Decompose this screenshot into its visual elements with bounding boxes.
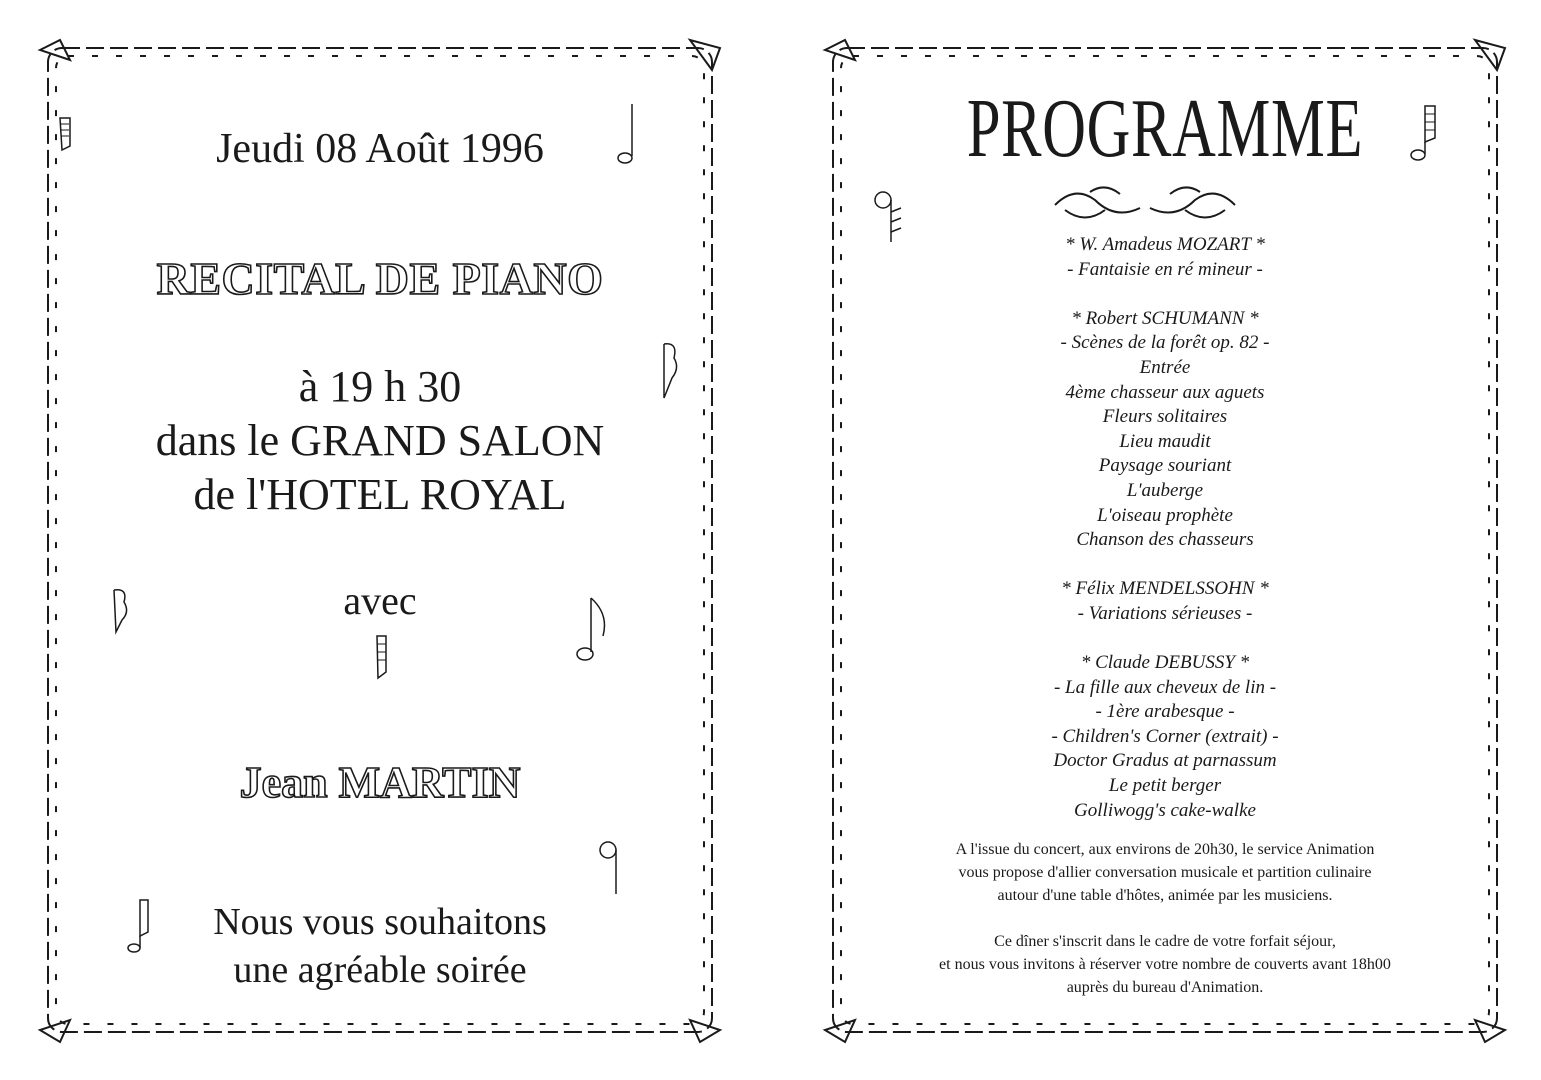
music-note-icon <box>871 188 905 246</box>
notice-line: autour d'une table d'hôtes, animée par les musiciens. <box>997 887 1333 904</box>
music-note-icon <box>374 634 390 680</box>
event-date: Jeudi 08 Août 1996 <box>216 126 544 172</box>
dinner-notice <box>815 838 1515 999</box>
notice-line: Ce dîner s'inscrit dans le cadre de votre forfait séjour, <box>994 933 1336 950</box>
work-title: Doctor Gradus at parnassum <box>1053 750 1277 772</box>
music-note-icon <box>1407 104 1441 162</box>
music-note-icon <box>110 586 132 636</box>
music-note-icon <box>598 838 622 896</box>
work-title: Le petit berger <box>1108 775 1222 797</box>
left-page <box>30 30 730 1050</box>
work-title: 4ème chasseur aux aguets <box>1065 381 1265 403</box>
right-page <box>815 30 1515 1050</box>
music-note-icon <box>614 102 638 166</box>
work-title: L'auberge <box>1126 479 1204 501</box>
closing-wish-line2: une agréable soirée <box>233 949 527 991</box>
event-time-location <box>30 360 730 522</box>
event-time: à 19 h 30 <box>298 362 462 411</box>
composer-name: * W. Amadeus MOZART * <box>1065 234 1265 255</box>
composer-name: * Claude DEBUSSY * <box>1080 652 1250 674</box>
work-title: Lieu maudit <box>1119 430 1211 452</box>
work-title: - Children's Corner (extrait) - <box>1051 725 1279 747</box>
with-label: avec <box>343 578 417 623</box>
program-title: PROGRAMME <box>966 82 1364 175</box>
program-list <box>815 233 1515 823</box>
closing-wish-line1: Nous vous souhaitons <box>213 901 547 943</box>
performer-name: Jean MARTIN <box>239 758 521 807</box>
work-title: - Variations sérieuses - <box>1077 602 1253 624</box>
work-title: - 1ère arabesque - <box>1095 701 1235 723</box>
work-title: - La fille aux cheveux de lin - <box>1053 676 1277 698</box>
composer-name: * Robert SCHUMANN * <box>1071 307 1259 329</box>
notice-line: auprès du bureau d'Animation. <box>1066 979 1264 996</box>
work-title: Paysage souriant <box>1098 455 1232 477</box>
work-title: Fleurs solitaires <box>1102 406 1228 428</box>
flourish-ornament <box>1045 180 1245 230</box>
work-title: - Fantaisie en ré mineur - <box>1067 258 1263 280</box>
notice-line: et nous vous invitons à réserver votre nombre de couverts avant 18h00 <box>939 956 1391 973</box>
music-note-icon <box>658 338 682 400</box>
music-note-icon <box>56 116 76 152</box>
work-title: L'oiseau prophète <box>1097 504 1233 526</box>
work-title: Golliwogg's cake-walke <box>1074 799 1256 821</box>
work-title: Chanson des chasseurs <box>1076 529 1254 551</box>
music-note-icon <box>126 898 152 954</box>
notice-line: A l'issue du concert, aux environs de 20h30, le service Animation <box>955 841 1375 858</box>
notice-line: vous propose d'allier conversation musicale et partition culinaire <box>958 864 1372 881</box>
event-location-line2: de l'HOTEL ROYAL <box>193 470 567 519</box>
composer-name: * Félix MENDELSSOHN * <box>1061 578 1269 600</box>
music-note-icon <box>575 596 615 662</box>
work-title: - Scènes de la forêt op. 82 - <box>1060 332 1270 354</box>
work-title: Entrée <box>1139 356 1191 378</box>
event-location-line1: dans le GRAND SALON <box>155 416 605 465</box>
event-title: RECITAL DE PIANO <box>156 253 604 304</box>
